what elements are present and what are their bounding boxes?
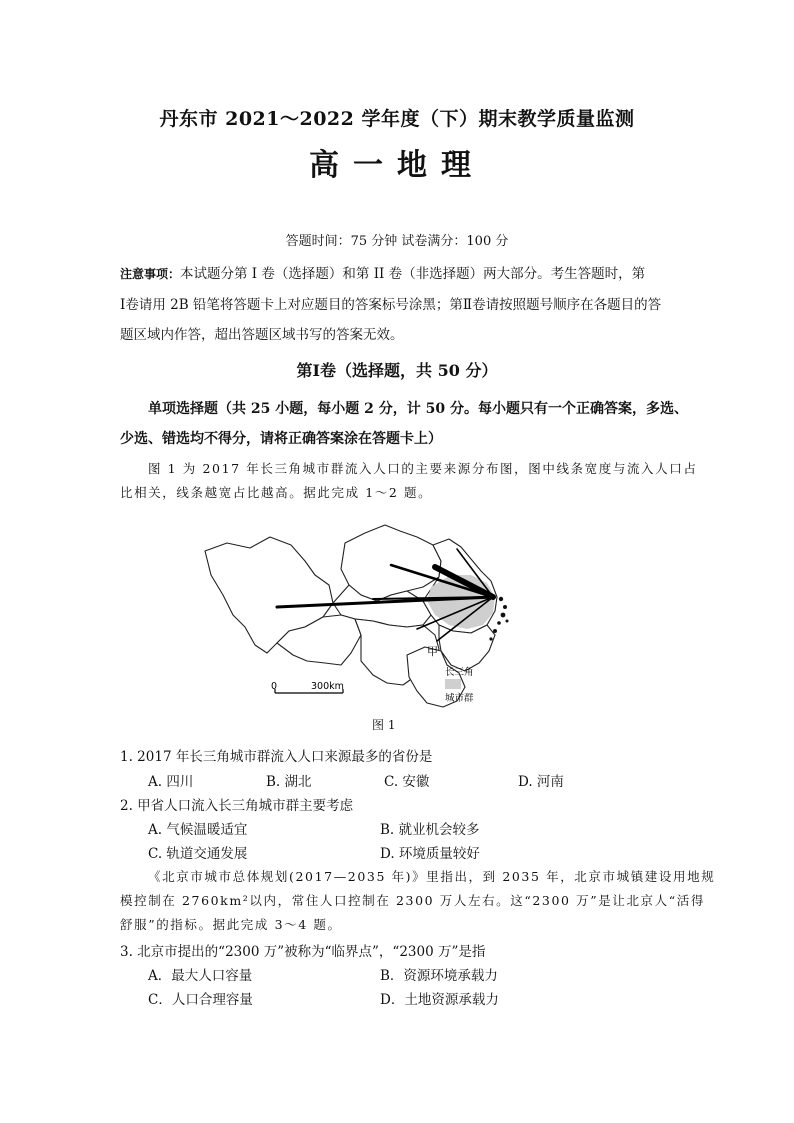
beijing-intro-1: 《北京市城市总体规划(2017—2035 年)》里指出，到 2035 年，北京市城镇建设用地规	[148, 869, 716, 884]
notice-label: 注意事项：	[120, 267, 181, 281]
legend-swatch	[445, 679, 461, 689]
question-3-stem: 3. 北京市提出的“2300 万”被称为“临界点”，“2300 万”是指	[120, 944, 486, 960]
section-instruction-2: 少选、错选均不得分，请将正确答案涂在答题卡上）	[120, 431, 442, 447]
q1-option-d: D. 河南	[518, 774, 564, 790]
figure-intro-2: 比相关，线条越宽占比越高。据此完成 1～2 题。	[120, 485, 433, 500]
q3-option-b: B．资源环境承载力	[380, 968, 498, 984]
province-north-central	[341, 525, 441, 601]
legend-label-2: 城市群	[445, 693, 474, 704]
q3-option-a: A．最大人口容量	[148, 968, 253, 984]
q1-option-c: C. 安徽	[384, 774, 430, 790]
section-instruction-1: 单项选择题（共 25 小题，每小题 2 分，计 50 分。每小题只有一个正确答案，多选、	[148, 401, 688, 417]
notice-text-1: 本试题分第 I 卷（选择题）和第 II 卷（非选择题）两大部分。考生答题时，第	[180, 266, 646, 282]
question-1-stem: 1. 2017 年长三角城市群流入人口来源最多的省份是	[120, 749, 433, 765]
legend-label-1: 长三角	[445, 667, 474, 678]
q2-option-d: D. 环境质量较好	[380, 846, 480, 862]
map-label-jia: 甲	[427, 645, 438, 658]
scale-label-distance: 300km	[311, 681, 344, 692]
figure-intro-1: 图 1 为 2017 年长三角城市群流入人口的主要来源分布图，图中线条宽度与流入人口占	[148, 461, 698, 476]
scale-label-zero: 0	[271, 681, 278, 692]
section-1-title: 第Ⅰ卷（选择题，共 50 分）	[296, 361, 498, 380]
q2-option-b: B. 就业机会较多	[380, 822, 480, 838]
exam-title: 丹东市 2021～2022 学年度（下）期末教学质量监测	[159, 108, 635, 130]
beijing-intro-2: 模控制在 2760km²以内，常住人口控制在 2300 万人左右。这“2300 万”是让北京人“活得	[120, 893, 705, 908]
q3-option-c: C．人口合理容量	[148, 992, 253, 1008]
question-2-stem: 2. 甲省人口流入长三角城市群主要考虑	[120, 798, 354, 814]
q1-option-a: A. 四川	[148, 774, 194, 790]
notice-line-3: 题区域内作答，超出答题区域书写的答案无效。	[120, 327, 404, 343]
notice-line-2: Ⅰ卷请用 2B 铅笔将答题卡上对应题目的答案标号涂黑；第Ⅱ卷请按照题号顺序在各题目的答	[120, 297, 662, 313]
exam-subject: 高一地理	[309, 148, 485, 183]
figure-1-caption: 图 1	[372, 718, 396, 732]
q1-option-b: B. 湖北	[266, 774, 312, 790]
exam-time-info: 答题时间：75 分钟 试卷满分：100 分	[285, 234, 509, 249]
q3-option-d: D．土地资源承载力	[380, 992, 499, 1008]
notice-line-1	[120, 262, 645, 282]
beijing-intro-3: 舒服”的指标。据此完成 3～4 题。	[120, 917, 342, 932]
q2-option-a: A. 气候温暖适宜	[148, 822, 248, 838]
population-flow-map	[195, 515, 535, 710]
q2-option-c: C. 轨道交通发展	[148, 846, 248, 862]
